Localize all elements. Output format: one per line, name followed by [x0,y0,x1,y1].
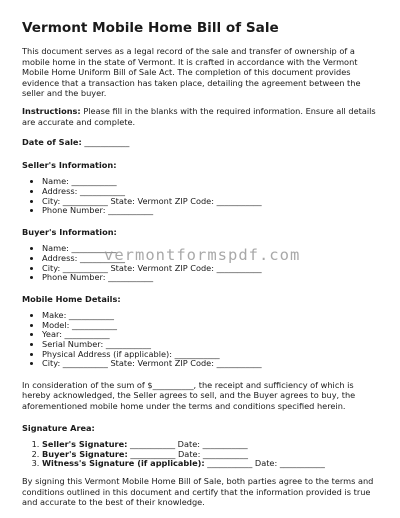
signature-blanks: ___________ Date: ___________ [204,458,325,469]
buyer-section-title: Buyer's Information: [22,226,117,237]
date-of-sale-label: Date of Sale: [22,137,82,148]
instructions-paragraph [22,106,382,127]
intro-paragraph: This document serves as a legal record of the sale and transfer of ownership of a mobile home in the state of Vermont. It is crafted in accordance with the Vermont Mobile Home Uniform Bill of Sale Act. The completion of this document provides evidence that a transaction has taken place, detailing the agreement between the seller and the buyer. [22,46,361,99]
signature-label: Seller's Signature: [42,439,128,450]
instructions-label: Instructions: [22,105,81,116]
list-item: • Phone Number: ___________ [42,273,382,283]
closing-paragraph: By signing this Vermont Mobile Home Bill of Sale, both parties agree to the terms and conditions outlined in this document and certify that the information provided is true and accurate to the best of their knowledge. [22,476,374,508]
seller-list [22,177,382,215]
list-item: • Address: ___________ [42,254,382,264]
signature-label: Buyer's Signature: [42,448,128,459]
signature-blanks: ___________ Date: ___________ [127,448,248,459]
list-item: • Physical Address (if applicable): ___________ [42,350,382,360]
mobile-home-section-title: Mobile Home Details: [22,293,121,304]
list-item: • Year: ___________ [42,330,382,340]
signature-list [22,440,382,469]
list-item: • City: ___________ State: Vermont ZIP Code: ___________ [42,264,382,274]
seller-section-title: Seller's Information: [22,159,117,170]
instructions-text: Please fill in the blanks with the required information. Ensure all details are accurate and complete. [22,105,376,127]
date-of-sale-blank: ___________ [81,137,130,148]
list-item: • Model: ___________ [42,321,382,331]
list-item: • City: ___________ State: Vermont ZIP Code: ___________ [42,359,382,369]
signature-section-title: Signature Area: [22,422,95,433]
list-item: • Make: ___________ [42,311,382,321]
list-item: • Phone Number: ___________ [42,206,382,216]
consideration-paragraph: In consideration of the sum of $__________, the receipt and sufficiency of which is hereby acknowledged, the Seller agrees to sell, and the Buyer agrees to buy, the aforementioned mobile home under the terms and conditions specified herein. [22,379,356,412]
signature-blanks: ___________ Date: ___________ [127,439,248,450]
mobile-home-list [22,311,382,369]
document-title: Vermont Mobile Home Bill of Sale [22,20,279,36]
date-of-sale [22,137,382,148]
list-item: • Name: ___________ [42,177,382,187]
signature-label: Witness's Signature (if applicable): [42,458,205,469]
list-item: • City: ___________ State: Vermont ZIP Code: ___________ [42,197,382,207]
list-item: • Address: ___________ [42,187,382,197]
list-item: • Name: ___________ [42,244,382,254]
watermark: vermontformspdf.com [104,246,301,264]
list-item [42,459,382,469]
list-item: • Serial Number: ___________ [42,340,382,350]
